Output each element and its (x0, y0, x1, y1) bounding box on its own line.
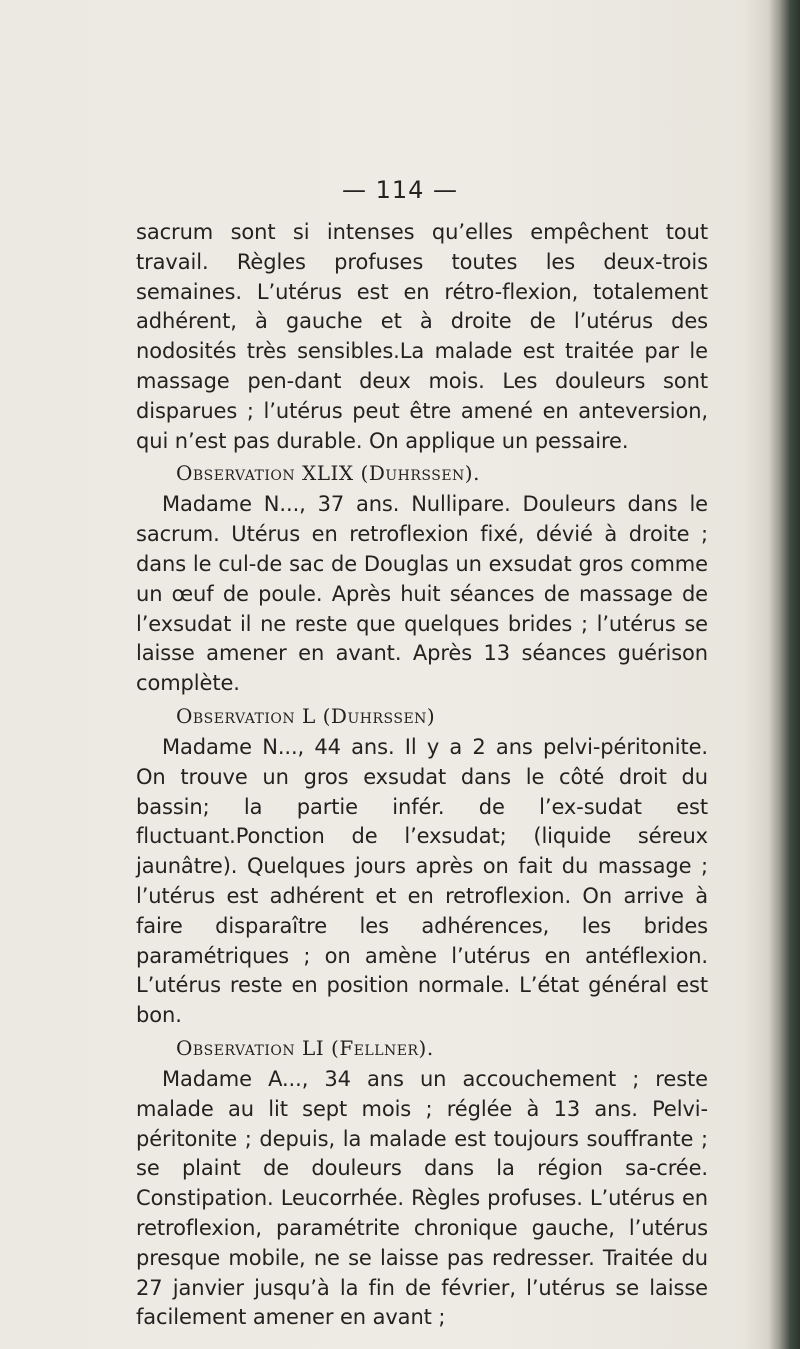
page-body (136, 218, 708, 1333)
paragraph-continued: sacrum sont si intenses qu’elles empêchent tout travail. Règles profuses toutes les deux-trois semaines. L’utérus est en rétro-flexion, totalement adhérent, à gauche et à droite de l’utérus des nodosités très sensibles.La malade est traitée par le massage pen-dant deux mois. Les douleurs sont disparues ; l’utérus peut être amené en anteversion, qui n’est pas durable. On applique un pessaire. (136, 220, 708, 453)
heading-text: Observation XLIX (Duhrssen). (176, 461, 480, 486)
paragraph-observation-li: Madame A..., 34 ans un accouchement ; reste malade au lit sept mois ; réglée à 13 ans. Pelvi-péritonite ; depuis, la malade est toujours souffrante ; se plaint de douleurs dans la région sa-crée. Constipation. Leucorrhée. Règles profuses. L’utérus en retroflexion, paramétrite chronique gauche, l’utérus presque mobile, ne se laisse pas redresser. Traitée du 27 janvier jusqu’à la fin de février, l’utérus se laisse facilement amener en avant ; (136, 1066, 708, 1330)
heading-observation-li (136, 1031, 708, 1065)
heading-text: Observation LI (Fellner). (176, 1035, 434, 1060)
paragraph-observation-l: Madame N..., 44 ans. Il y a 2 ans pelvi-péritonite. On trouve un gros exsudat dans le côté droit du bassin; la partie infér. de l’ex-sudat est fluctuant.Ponction de l’exsudat; (liquide séreux jaunâtre). Quelques jours après on fait du massage ; l’utérus est adhérent et en retroflexion. On arrive à faire disparaître les adhérences, les brides paramétriques ; on amène l’utérus en antéflexion. L’utérus reste en position normale. L’état général est bon. (136, 734, 708, 1028)
heading-observation-l (136, 699, 708, 733)
page-number: — 114 — (341, 176, 459, 204)
heading-text: Observation L (Duhrssen) (176, 703, 436, 728)
paragraph-observation-xlix: Madame N..., 37 ans. Nullipare. Douleurs dans le sacrum. Utérus en retroflexion fixé, dévié à droite ; dans le cul-de sac de Douglas un exsudat gros comme un œuf de poule. Après huit séances de massage de l’exsudat il ne reste que quelques brides ; l’utérus se laisse amener en avant. Après 13 séances guérison complète. (136, 492, 708, 696)
heading-observation-xlix (136, 456, 708, 490)
